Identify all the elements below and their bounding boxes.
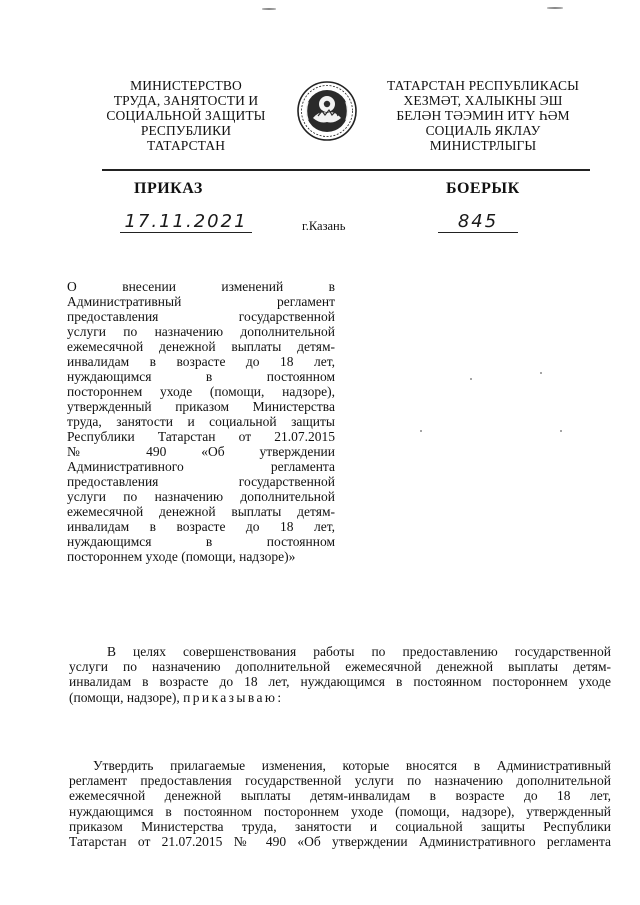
order-city: г.Казань	[302, 219, 346, 233]
subject-line: Административного регламента	[67, 459, 335, 474]
subject-line: труда, занятости и социальной защиты	[67, 414, 335, 429]
subject-line: постороннем уходе (помощи, надзоре),	[67, 384, 335, 399]
ministry-name-ru-line: ТРУДА, ЗАНЯТОСТИ И	[113, 93, 259, 108]
paragraph-line: В целях совершенствования работы по предоставлению государственной	[107, 644, 611, 659]
resolution-paragraph	[69, 758, 611, 849]
order-verb: приказываю:	[183, 689, 284, 705]
scan-speck	[547, 7, 563, 9]
paragraph-text: (помощи, надзоре),	[69, 689, 184, 705]
ministry-name-ru-line: МИНИСТЕРСТВО	[130, 78, 242, 93]
ministry-name-ru-line: ТАТАРСТАН	[146, 138, 226, 153]
subject-line: нуждающимся в постоянном	[67, 534, 335, 549]
scan-speck	[560, 430, 562, 432]
ministry-name-tt-line: БЕЛӘН ТӘЭМИН ИТҮ ҺӘМ	[396, 108, 570, 123]
paragraph-line: инвалидам в возрасте до 18 лет, нуждающимся в постоянном постороннем уходе	[69, 674, 611, 690]
paragraph-line: ежемесячной денежной выплаты детям-инвалидам в возрасте до 18 лет,	[69, 788, 611, 804]
paragraph-line: нуждающимся в постоянном постороннем уходе (помощи, надзоре), утвержденный	[69, 803, 611, 819]
subject-line: постороннем уходе (помощи, надзоре)»	[67, 549, 296, 564]
scan-speck	[420, 430, 422, 432]
subject-line: ежемесячной денежной выплаты детям-	[67, 339, 335, 354]
date-underline	[120, 232, 252, 233]
ministry-name-tt-line: ХЕЗМӘТ, ХАЛЫКНЫ ЭШ	[403, 93, 563, 108]
subject-line: инвалидам в возрасте до 18 лет,	[67, 519, 335, 534]
ministry-name-ru	[86, 78, 286, 153]
ministry-name-ru-line: СОЦИАЛЬНОЙ ЗАЩИТЫ	[106, 108, 266, 123]
subject-line: услуги по назначению дополнительной	[67, 489, 335, 504]
scan-speck	[262, 8, 276, 10]
subject-line: утвержденный приказом Министерства	[67, 399, 335, 414]
order-subject	[67, 279, 335, 564]
header-divider	[102, 169, 590, 171]
ministry-name-tt-line: ТАТАРСТАН РЕСПУБЛИКАСЫ	[386, 78, 580, 93]
paragraph-line: регламент предоставления государственной услуги по назначению дополнительной	[69, 773, 611, 789]
subject-line: ежемесячной денежной выплаты детям-	[67, 504, 335, 519]
preamble-paragraph	[69, 644, 611, 705]
ministry-name-tt-line: МИНИСТРЛЫГЫ	[429, 138, 537, 153]
subject-line: Административный регламент	[67, 294, 335, 309]
subject-line: услуги по назначению дополнительной	[67, 324, 335, 339]
subject-line: предоставления государственной	[67, 309, 335, 324]
subject-line: Республики Татарстан от 21.07.2015	[67, 429, 335, 444]
subject-line: О внесении изменений в	[67, 279, 335, 294]
paragraph-line: услуги по назначению дополнительной ежемесячной денежной выплаты детям-	[69, 659, 611, 675]
scan-speck	[470, 378, 472, 380]
ministry-name-tt-line: СОЦИАЛЬ ЯКЛАУ	[425, 123, 541, 138]
scan-speck	[540, 372, 542, 374]
ministry-name-tt	[368, 78, 598, 153]
paragraph-line: Татарстан от 21.07.2015 № 490 «Об утверждении Административного регламента	[69, 833, 611, 849]
ministry-name-ru-line: РЕСПУБЛИКИ	[140, 123, 232, 138]
subject-line: инвалидам в возрасте до 18 лет,	[67, 354, 335, 369]
subject-line: нуждающимся в постоянном	[67, 369, 335, 384]
order-number: 845	[457, 211, 499, 232]
coat-of-arms-icon	[296, 80, 358, 142]
doc-type-tt: БОЕРЫК	[446, 180, 520, 197]
paragraph-line: приказом Министерства труда, занятости и социальной защиты Республики	[69, 818, 611, 834]
paragraph-line: Утвердить прилагаемые изменения, которые вносятся в Административный	[93, 758, 611, 773]
doc-type-ru: ПРИКАЗ	[134, 180, 203, 197]
subject-line: предоставления государственной	[67, 474, 335, 489]
order-date: 17.11.2021	[124, 211, 248, 232]
paragraph-line	[69, 690, 611, 705]
subject-line: № 490 «Об утверждении	[67, 444, 335, 459]
number-underline	[438, 232, 518, 233]
